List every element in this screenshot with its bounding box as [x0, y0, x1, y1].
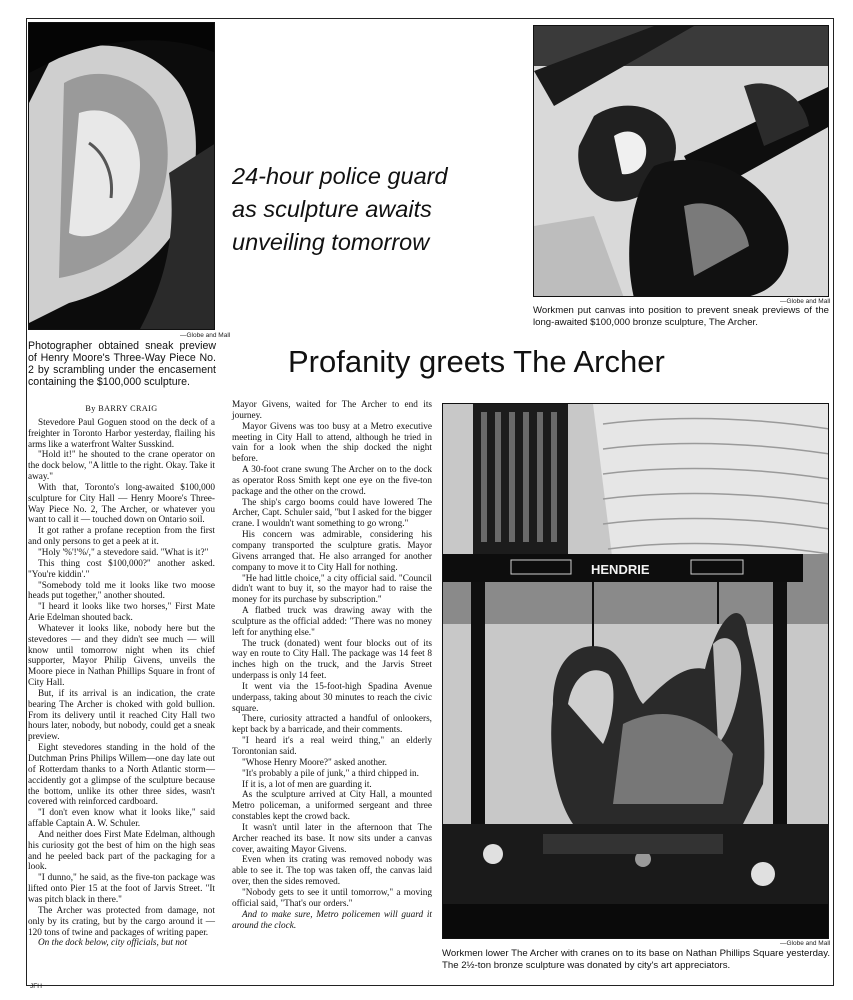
paragraph: It wasn't until later in the afternoon that The Archer reached its base. It now sits under a canvas cover, awaiting Mayor Givens. [232, 822, 432, 855]
paragraph: "He had little choice," a city official said. "Council didn't want to buy it, so the mayor had to raise the money for its purchase by subscription." [232, 573, 432, 606]
paragraph: "Somebody told me it looks like two moose heads put together," another shouted. [28, 580, 215, 602]
paragraph: It got rather a profane reception from the first and only persons to get a peek at it. [28, 526, 215, 548]
paragraph: And to make sure, Metro policemen will guard it around the clock. [232, 909, 432, 931]
paragraph: "It's probably a pile of junk," a third chipped in. [242, 768, 419, 779]
photo-credit-top-left: —Globe and Mall [180, 332, 231, 339]
footer-initials: JFH [30, 983, 42, 990]
paragraph: And neither does First Mate Edelman, although his curiosity got the best of him on the high seas and he peeled back part of the packaging for a look. [28, 829, 215, 873]
paragraph: With that, Toronto's long-awaited $100,000 sculpture for City Hall — Henry Moore's Three-Way Piece No. 2, The Archer, or whatever you want to call it — touched down on Ontario soil. [28, 482, 215, 526]
paragraph: There, curiosity attracted a handful of onlookers, kept back by a barricade, and their comments. [232, 714, 432, 736]
caption-bottom-right: Workmen lower The Archer with cranes on to its base on Nathan Phillips Square yesterday. The 2½-ton bronze sculpture was donated by city's art appreciators. [442, 948, 830, 971]
paragraph: "I don't even know what it looks like," said affable Captain A. W. Schuler. [28, 808, 215, 830]
paragraph: "I heard it's a real weird thing," an elderly Torontonian said. [232, 736, 432, 757]
kicker-line-1: 24-hour police guard [232, 163, 448, 189]
paragraph: The Archer was protected from damage, not only by its crating, but by the cargo around it — 120 tons of twine and packages of writing paper. [28, 905, 215, 938]
article-column-2 [232, 400, 432, 931]
photo-credit-top-right: —Globe and Mall [780, 298, 831, 305]
paragraph: A 30-foot crane swung The Archer on to the dock as operator Ross Smith kept one eye on the five-ton package and the other on the crowd. [232, 465, 432, 497]
kicker-line-2: as sculpture awaits [232, 196, 432, 222]
paragraph: "I heard it looks like two horses," First Mate Arie Edelman shouted back. [28, 602, 215, 624]
paragraph: This thing cost $100,000?" another asked. "You're kiddin'." [28, 558, 215, 580]
caption-top-right: Workmen put canvas into position to prevent sneak previews of the long-awaited $100,000 bronze sculpture, The Archer. [533, 305, 829, 328]
paragraph: If it is, a lot of men are guarding it. [242, 779, 372, 790]
encasement-image [29, 23, 215, 330]
paragraph: Mayor Givens, waited for The Archer to end its journey. [232, 400, 432, 421]
paragraph: "Holy '%'!'%/," a stevedore said. "What is it?" [38, 547, 209, 558]
kicker-line-3: unveiling tomorrow [232, 229, 430, 255]
photo-archer-lowered [442, 403, 829, 939]
caption-top-left: Photographer obtained sneak preview of Henry Moore's Three-Way Piece No. 2 by scrambling under the encasement containing the $100,000 sculpture. [28, 340, 216, 388]
archer-lowered-image [443, 404, 829, 939]
paragraph: "Whose Henry Moore?" asked another. [242, 757, 387, 768]
paragraph: But, if its arrival is an indication, the crate bearing The Archer is choked with gold bullion. From its delivery until it reached City Hall two hours later, nobody, but nobody, could get a sneak preview. [28, 688, 215, 743]
crane-sign-text: HENDRIE [591, 562, 650, 577]
photo-workmen-canvas [533, 25, 829, 297]
paragraph: On the dock below, city officials, but not [38, 938, 188, 949]
paragraph: "Nobody gets to see it until tomorrow," a moving official said, "That's our orders." [232, 887, 432, 909]
main-headline: Profanity greets The Archer [288, 344, 665, 379]
paragraph: The ship's cargo booms could have lowered The Archer, Capt. Schuler said, "but I asked for the bigger crane. I wouldn't want something to go wrong." [232, 497, 432, 530]
workmen-canvas-image [534, 26, 829, 297]
paragraph: Whatever it looks like, nobody here but the stevedores — and they didn't see much — will know until tomorrow night when its chief supporter, Mayor Philip Givens, unveils the Moore piece in Nathan Phillips Square in front of City Hall. [28, 623, 215, 689]
paragraph: Mayor Givens was too busy at a Metro executive meeting in City Hall to attend, although he tried in vain for a look when the ship docked the night before. [232, 421, 432, 465]
paragraph: Eight stevedores standing in the hold of the Dutchman Prins Philips Willem—one day late out of Rotterdam thanks to a North Atlantic storm—accidently got a glimpse of the sculpture because the bottom, unlike its other three sides, wasn't covered with reinforced cardboard. [28, 743, 215, 808]
article-column-1 [28, 400, 215, 949]
paragraph: "I dunno," he said, as the five-ton package was lifted onto Pier 15 at the foot of Jarvis Street. "It was pitch black in there." [28, 873, 215, 905]
kicker-headline [232, 160, 522, 259]
photo-credit-bottom-right: —Globe and Mall [780, 940, 831, 947]
paragraph: Even when its crating was removed nobody was able to see it. The top was taken off, the canvas laid over, then the sides removed. [232, 855, 432, 888]
photo-encasement [28, 22, 215, 330]
byline: By BARRY CRAIG [85, 404, 158, 413]
paragraph: As the sculpture arrived at City Hall, a mounted Metro policeman, a uniformed sergeant and three constables kept the crowd back. [232, 790, 432, 823]
paragraph: Stevedore Paul Goguen stood on the deck of a freighter in Toronto Harbor yesterday, flailing his arms like a waterfront Walter Susskind. [28, 417, 215, 450]
paragraph: The truck (donated) went four blocks out of its way en route to City Hall. The package was 14 feet 8 inches high on the truck, and the Jarvis Street underpass is only 14 feet. [232, 638, 432, 682]
paragraph: A flatbed truck was drawing away with the sculpture as the official added: "There was no money left for anything else." [232, 606, 432, 638]
paragraph: "Hold it!" he shouted to the crane operator on the dock below, "A little to the right. Okay. Take it away." [28, 450, 215, 483]
paragraph: It went via the 15-foot-high Spadina Avenue underpass, taking about 30 minutes to reach the civic square. [232, 681, 432, 714]
paragraph: His concern was admirable, considering his company transported the sculpture gratis. Mayor Givens arranged that. He also arranged for another company to move it to City Hall for nothing. [232, 530, 432, 573]
